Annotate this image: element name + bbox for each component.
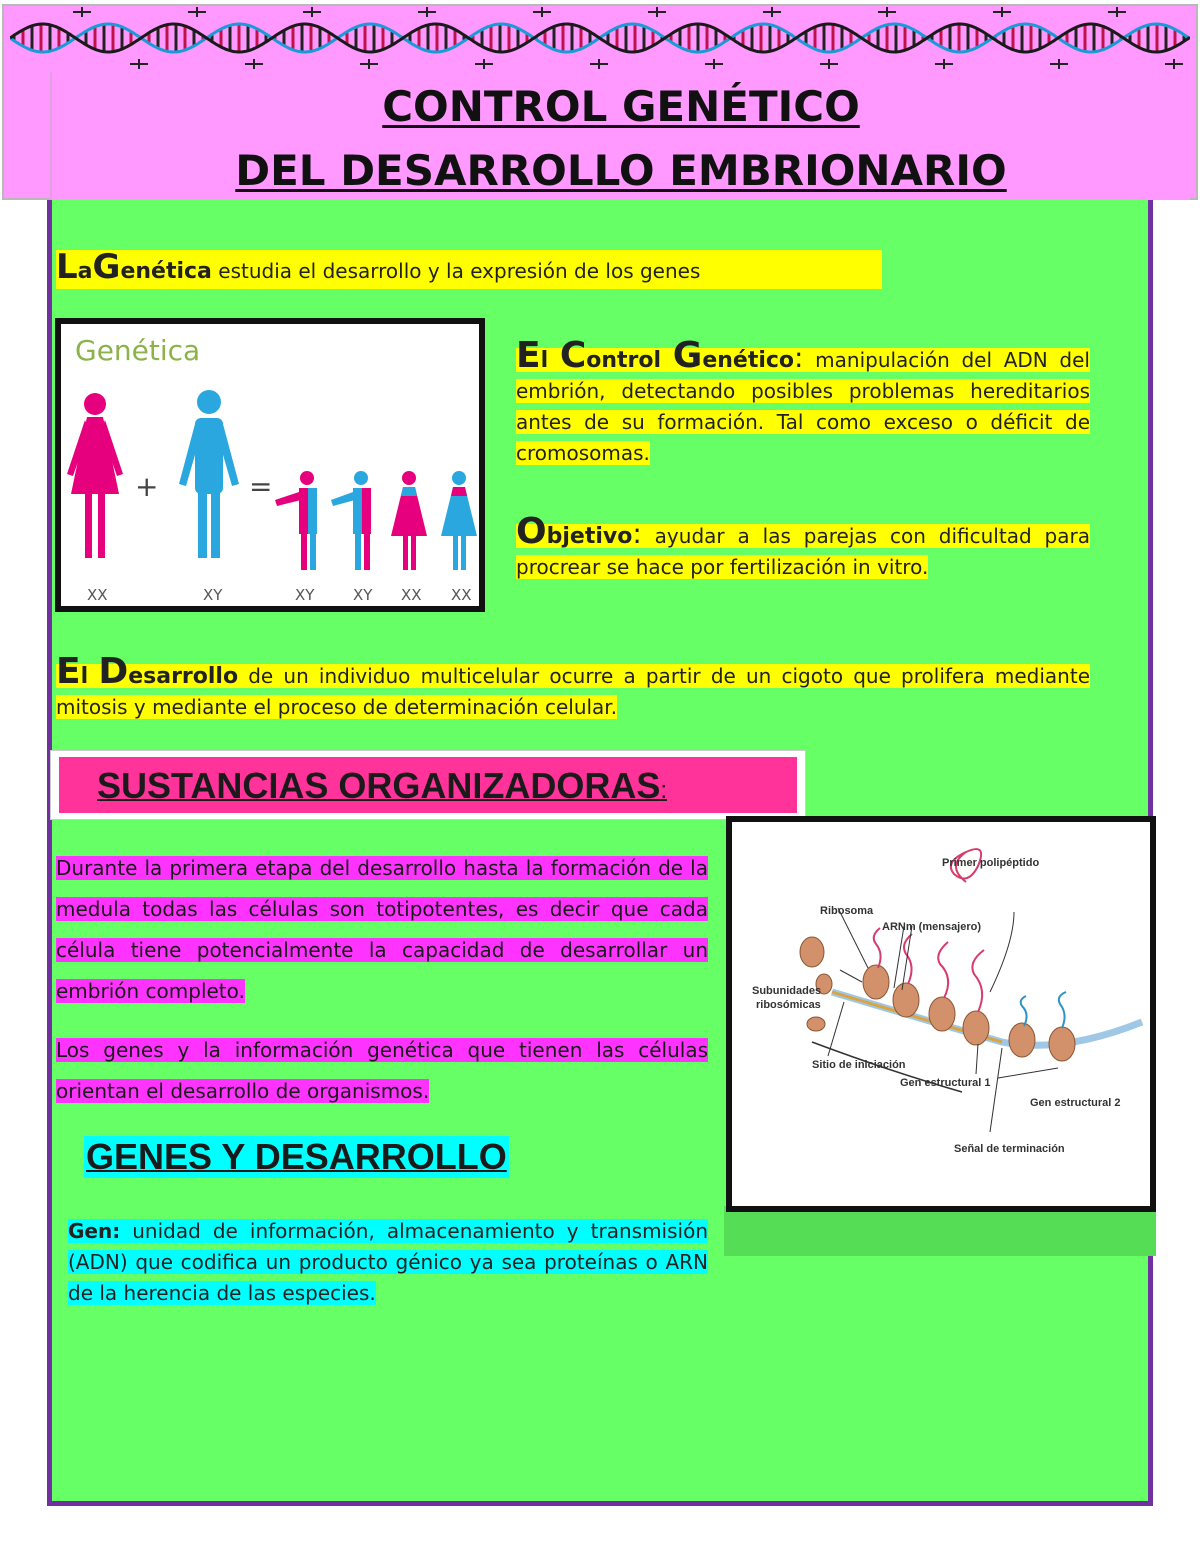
objective-cap-o: O [516,511,547,552]
male-adult-icon [179,390,239,558]
control-cap-c-rest: ontrol [586,348,662,373]
translation-figure-shadow [724,1206,1156,1256]
organizers-paragraph-2 [56,1030,708,1112]
child-girl-2-icon [441,471,477,570]
label-gen-estructural-2: Gen estructural 2 [1030,1097,1121,1109]
objective-cap-rest: bjetivo [546,524,633,549]
label-primer-polipeptido: Primer polipéptido [942,857,1040,869]
sparkle-icon [73,7,91,17]
control-paragraph [516,335,1090,469]
sparkle-icon [130,59,148,69]
sparkle-icon [533,7,551,17]
organizers-heading [97,765,667,807]
objective-colon: : [632,517,642,550]
label-subunidades-1: Subunidades [752,985,822,997]
title-line-1: CONTROL GENÉTICO [382,82,860,131]
sparkle-icon [820,59,838,69]
control-cap-g-rest: enético [702,348,795,373]
label-subunidades-2: ribosómicas [756,999,821,1011]
control-cap-e-rest: l [540,348,549,373]
label-xy-child-2: XY [353,586,373,604]
intro-cap-l: L [56,247,78,287]
genes-term: Gen: [68,1219,121,1243]
ribosomal-subunits [800,937,832,1031]
sparkle-icon [188,7,206,17]
organizers-heading-text: SUSTANCIAS ORGANIZADORAS [97,765,661,806]
sparkle-icon [418,7,436,17]
sparkle-icon [475,59,493,69]
sparkle-icon [648,7,666,17]
control-cap-g: G [672,335,703,376]
label-gen-estructural-1: Gen estructural 1 [900,1077,991,1089]
label-xx-child-4: XX [451,586,472,604]
organizers-paragraph-1 [56,848,708,1012]
plus-sign: + [135,470,159,503]
label-senal-terminacion: Señal de terminación [954,1143,1065,1155]
genes-text: unidad de información, almacenamiento y transmisión (ADN) que codifica un producto génico ya sea proteínas o ARN de la herencia de las especies. [68,1219,708,1305]
control-cap-e: E [516,335,541,376]
objective-text: ayudar a las parejas con dificultad para procrear se hace por fertilización in vitro. [516,524,1090,579]
genetics-illustration [61,324,479,606]
control-cap-c: C [559,335,587,376]
label-xx-child-3: XX [401,586,422,604]
genetics-figure-title: Genética [75,334,201,367]
sparkle-icon [1050,59,1068,69]
development-text: de un individuo multicelular ocurre a partir de un cigoto que prolifera mediante mitosis y mediante el proceso de determinación celular. [56,664,1090,719]
control-colon: : [794,341,804,374]
label-arnm: ARNm (mensajero) [882,921,982,933]
intro-line [56,247,882,287]
sparkle-icon [935,59,953,69]
sparkle-icon [1108,7,1126,17]
translation-figure [726,816,1156,1212]
sparkle-icon [878,7,896,17]
control-text: manipulación del ADN del embrión, detectando posibles problemas hereditarios antes de su formación. Tal como exceso o déficit de cromosomas. [516,348,1090,465]
development-paragraph [56,651,1090,723]
organizers-para1-text: Durante la primera etapa del desarrollo hasta la formación de la medula todas las células son totipotentes, es decir que cada célula tiene potencialmente la capacidad de desarrollar un embrión completo. [56,856,708,1003]
objective-paragraph [516,511,1090,583]
sparkle-icon [245,59,263,69]
development-cap-e-rest: l [80,664,89,689]
intro-cap-g-rest: enética [120,259,212,284]
genes-heading-box [84,1136,509,1180]
title-line-2: DEL DESARROLLO EMBRIONARIO [235,146,1007,195]
translation-illustration [732,822,1150,1206]
genes-paragraph [68,1216,708,1309]
organizers-heading-frame [50,750,806,820]
label-xy-child-1: XY [295,586,315,604]
sparkle-icon [705,59,723,69]
sparkle-icon [303,7,321,17]
intro-text: estudia el desarrollo y la expresión de los genes [211,259,701,283]
organizers-para2-text: Los genes y la información genética que tienen las células orientan el desarrollo de organismos. [56,1038,708,1103]
child-boy-2-icon [331,471,371,570]
child-boy-1-icon [275,471,317,570]
development-cap-d-rest: esarrollo [128,664,239,689]
female-adult-icon [67,393,123,558]
development-cap-d: D [98,651,129,692]
genes-heading: GENES Y DESARROLLO [86,1136,507,1177]
organizers-heading-colon: : [660,777,668,804]
second-gene-chains [1021,992,1066,1028]
child-girl-1-icon [391,471,427,570]
label-xx-mother: XX [87,586,108,604]
intro-cap-l-rest: a [77,259,93,284]
organizers-heading-bg [59,757,797,813]
sparkle-icon [763,7,781,17]
dna-helix-border [10,6,1190,70]
sparkle-icon [1165,59,1183,69]
equals-sign: = [249,470,273,503]
sparkle-icon [360,59,378,69]
title-box [50,72,1190,200]
sparkle-icon [993,7,1011,17]
intro-cap-g: G [92,247,121,287]
label-ribosoma: Ribosoma [820,905,874,917]
label-xy-father: XY [203,586,223,604]
sparkle-icon [590,59,608,69]
development-cap-e: E [56,651,81,692]
label-sitio-iniciacion: Sitio de iniciación [812,1059,906,1071]
genetics-figure [55,318,485,612]
